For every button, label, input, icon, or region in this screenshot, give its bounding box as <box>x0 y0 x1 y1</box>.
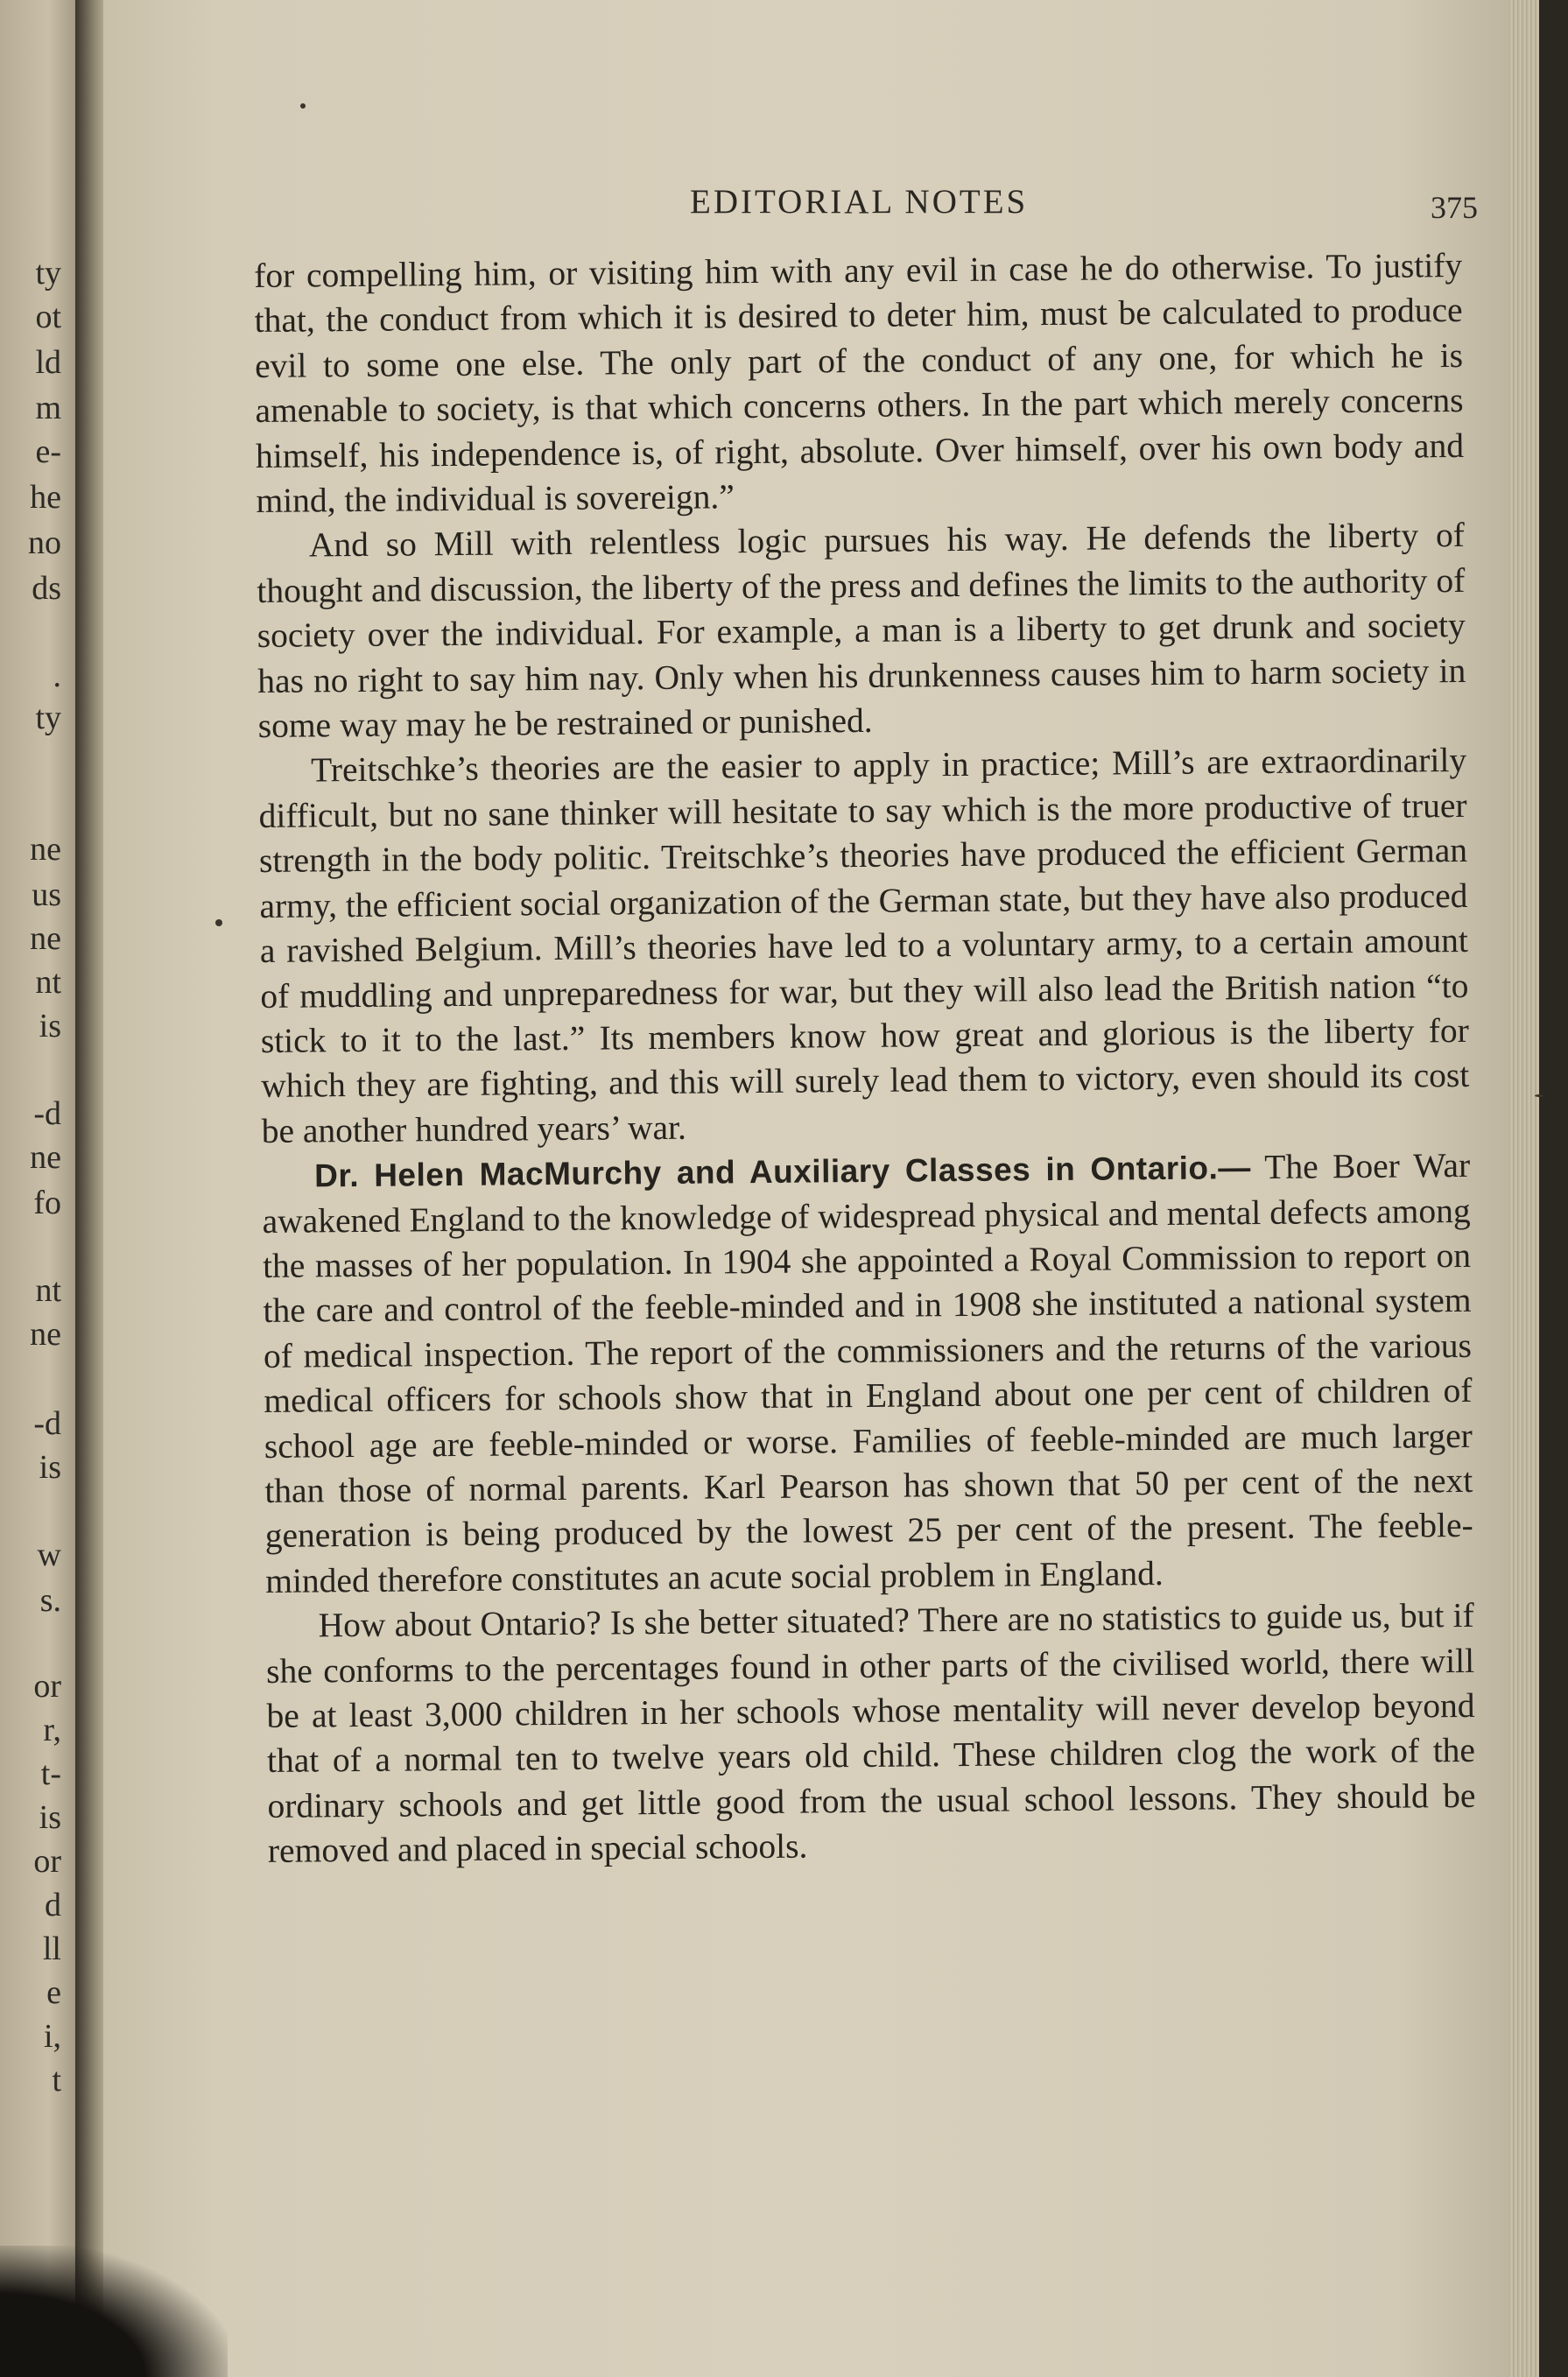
page-number: 375 <box>1431 190 1478 225</box>
facing-page-fragment: he <box>30 479 61 516</box>
facing-page-fragment: r, <box>43 1712 61 1748</box>
facing-page-fragment: m <box>35 390 61 426</box>
running-head: EDITORIAL NOTES <box>690 183 1029 221</box>
facing-page-edge <box>0 0 81 2377</box>
facing-page-fragment: s. <box>39 1582 61 1619</box>
facing-page-fragment: d <box>45 1887 61 1923</box>
facing-page-fragment: is <box>39 1449 61 1486</box>
facing-page-fragment: -d <box>33 1095 61 1132</box>
facing-page-fragment: us <box>32 876 61 913</box>
book-page <box>103 0 1539 2377</box>
facing-page-fragment: w <box>37 1537 61 1573</box>
section-title: Dr. Helen MacMurchy and Auxiliary Classes in Ontario.— <box>314 1150 1251 1194</box>
facing-page-fragment: ll <box>42 1930 61 1967</box>
facing-page-fragment: i, <box>43 2018 61 2055</box>
body-text <box>254 243 1476 1874</box>
facing-page-fragment: t- <box>40 1755 61 1792</box>
paragraph: Treitschke’s theories are the easier to apply in practice; Mill’s are extraordinarily difficult, but no sane thinker will hesitate to say which is the more productive of truer strength in the body politic. Treitschke’s theories have produced the efficient German army, the efficient social organization of the German state, but they have also produced a ravished Belgium. Mill’s theories have led to a voluntary army, to a certain amount of muddling and unpreparedness for war, but they will also lead the British nation “to stick to it to the last.” Its members know how great and glorious is the liberty for which they are fighting, and this will surely lead them to victory, even should its cost be another hundred years’ war. <box>258 741 1470 1150</box>
page-stack-edge <box>1509 0 1539 2377</box>
facing-page-fragment: no <box>28 524 61 561</box>
paragraph: How about Ontario? Is she better situated? There are no statistics to guide us, but if she conforms to the percentages found in other parts of the civilised world, there will be at least 3,000 children in her schools whose mentality will never develop beyond that of a normal ten to twelve years old child. These children clog the work of the ordinary schools and get little good from the usual school lessons. They should be removed and placed in special schools. <box>265 1596 1476 1871</box>
facing-page-fragment: fo <box>33 1185 61 1221</box>
facing-page-fragment: -d <box>33 1405 61 1442</box>
dust-speck <box>300 103 306 109</box>
paragraph: And so Mill with relentless logic pursues his way. He defends the liberty of thought and discussion, the liberty of the press and defines the limits to the authority of society over the individual. For example, a man is a liberty to get drunk and society has no right to say him nay. Only when his drunkenness causes him to harm society in some way may he be restrained or punished. <box>257 516 1466 746</box>
section-paragraph-text: The Boer War awakened England to the knowledge of widespread physical and mental defects among the masses of her population. In 1904 she appointed a Royal Commission to report on the care and control of the feeble-minded and in 1908 she instituted a national system of medical inspection. The report of the commissioners and the returns of the various medical officers for schools show that in England about one per cent of children of school age are feeble-minded or worse. Families of feeble-minded are much larger than those of normal parents. Karl Pearson has shown that 50 per cent of the next generation is being produced by the lowest 25 per cent of the present. The feeble-minded therefore constitutes an acute social problem in England. <box>262 1146 1473 1600</box>
facing-page-fragment: ty <box>35 700 61 736</box>
facing-page-fragment: ne <box>30 831 61 868</box>
facing-page-fragment: ot <box>35 299 61 335</box>
section-paragraph <box>262 1143 1473 1604</box>
facing-page-fragment: ds <box>32 570 61 607</box>
facing-page-fragment: ne <box>30 1139 61 1176</box>
facing-page-fragment: . <box>53 658 61 694</box>
facing-page-fragment: ty <box>35 255 61 292</box>
facing-page-fragment: nt <box>35 1272 61 1309</box>
facing-page-fragment: ne <box>30 1316 61 1353</box>
facing-page-fragment: ne <box>30 920 61 957</box>
facing-page-fragment: is <box>39 1799 61 1836</box>
corner-shadow <box>0 2246 228 2377</box>
facing-page-fragment: e- <box>35 433 61 470</box>
facing-page-fragment: is <box>39 1008 61 1044</box>
facing-page-fragment: nt <box>35 964 61 1001</box>
facing-page-fragment: ld <box>35 344 61 381</box>
facing-page-fragment: or <box>33 1843 61 1880</box>
facing-page-fragment: or <box>33 1668 61 1705</box>
facing-page-fragment: t <box>52 2062 61 2099</box>
paragraph: for compelling him, or visiting him with any evil in case he do otherwise. To justify that, the conduct from which it is desired to deter him, must be calculated to produce evil to some one else. The only part of the conduct of any one, for which he is amenable to society, is that which concerns others. In the part which merely concerns himself, his independence is, of right, absolute. Over himself, over his own body and mind, the individual is sovereign.” <box>254 245 1465 521</box>
facing-page-fragment: e <box>46 1974 61 2011</box>
dust-speck <box>1535 1094 1543 1097</box>
dust-speck <box>215 919 222 926</box>
